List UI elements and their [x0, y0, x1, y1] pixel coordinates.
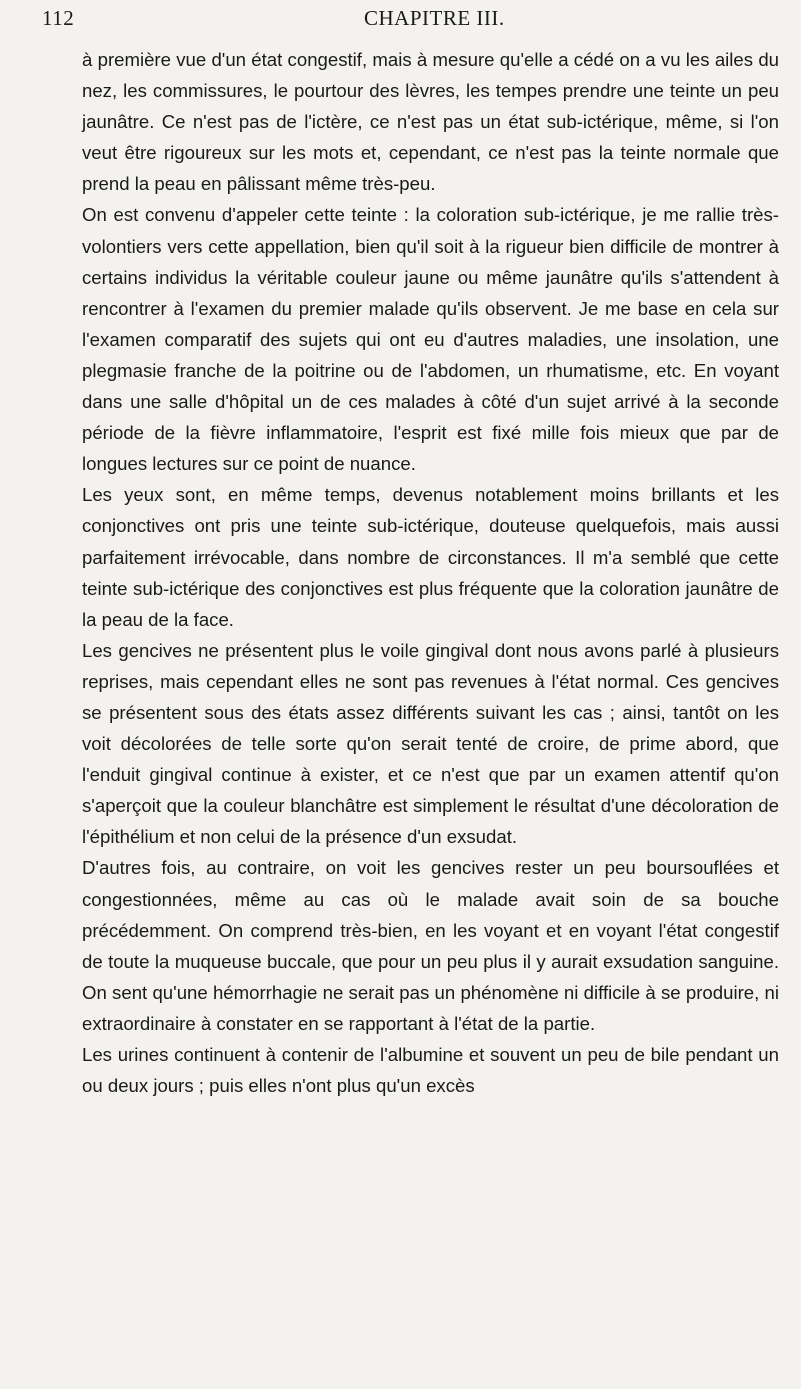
paragraph-6: Les urines continuent à contenir de l'albumine et souvent un peu de bile pendant un ou deux jours ; puis elles n'ont plus qu'un excès	[82, 1044, 779, 1097]
paragraph-5: D'autres fois, au contraire, on voit les gencives rester un peu boursouflées et congestionnées, même au cas où le malade avait soin de sa bouche précédemment. On comprend très-bien, en les voyant et en voyant l'état congestif de toute la muqueuse buccale, que pour un peu plus il y aurait exsudation sanguine. On sent qu'une hémorrhagie ne serait pas un phénomène ni difficile à se produire, ni extraordinaire à constater en se rapportant à l'état de la partie.	[82, 857, 779, 1034]
paragraph-4: Les gencives ne présentent plus le voile gingival dont nous avons parlé à plusieurs reprises, mais cependant elles ne sont pas revenues à l'état normal. Ces gencives se présentent sous des états assez différents suivant les cas ; ainsi, tantôt on les voit décolorées de telle sorte qu'on serait tenté de croire, de prime abord, que l'enduit gingival continue à exister, et ce n'est que par un examen attentif qu'on s'aperçoit que la couleur blanchâtre est simplement le résultat d'une décoloration de l'épithélium et non celui de la présence d'un exsudat.	[82, 639, 779, 848]
running-header	[42, 6, 779, 44]
paragraph-3: Les yeux sont, en même temps, devenus notablement moins brillants et les conjonctives ont pris une teinte sub-ictérique, douteuse quelquefois, mais aussi parfaitement irrévocable, dans nombre de circonstances. Il m'a semblé que cette teinte sub-ictérique des conjonctives est plus fréquente que la coloration jaunâtre de la peau de la face.	[82, 484, 779, 630]
paragraph-1: à première vue d'un état congestif, mais à mesure qu'elle a cédé on a vu les ailes du nez, les commissures, le pourtour des lèvres, les tempes prendre une teinte un peu jaunâtre. Ce n'est pas de l'ictère, ce n'est pas un état sub-ictérique, même, si l'on veut être rigoureux sur les mots et, cependant, ce n'est pas la teinte normale que prend la peau en pâlissant même très-peu.	[82, 49, 779, 195]
paragraph-2: On est convenu d'appeler cette teinte : la coloration sub-ictérique, je me rallie très-volontiers vers cette appellation, bien qu'il soit à la rigueur bien difficile de montrer à certains individus la véritable couleur jaune ou même jaunâtre qu'ils s'attendent à rencontrer à l'examen du premier malade qu'ils observent. Je me base en cela sur l'examen comparatif des sujets qui ont eu d'autres maladies, une insolation, une plegmasie franche de la poitrine ou de l'abdomen, un rhumatisme, etc. En voyant dans une salle d'hôpital un de ces malades à côté d'un sujet arrivé à la seconde période de la fièvre inflammatoire, l'esprit est fixé mille fois mieux que par de longues lectures sur ce point de nuance.	[82, 204, 779, 475]
chapter-title: CHAPITRE III.	[364, 6, 505, 30]
body-text	[82, 44, 779, 1101]
page-number: 112	[42, 6, 75, 30]
